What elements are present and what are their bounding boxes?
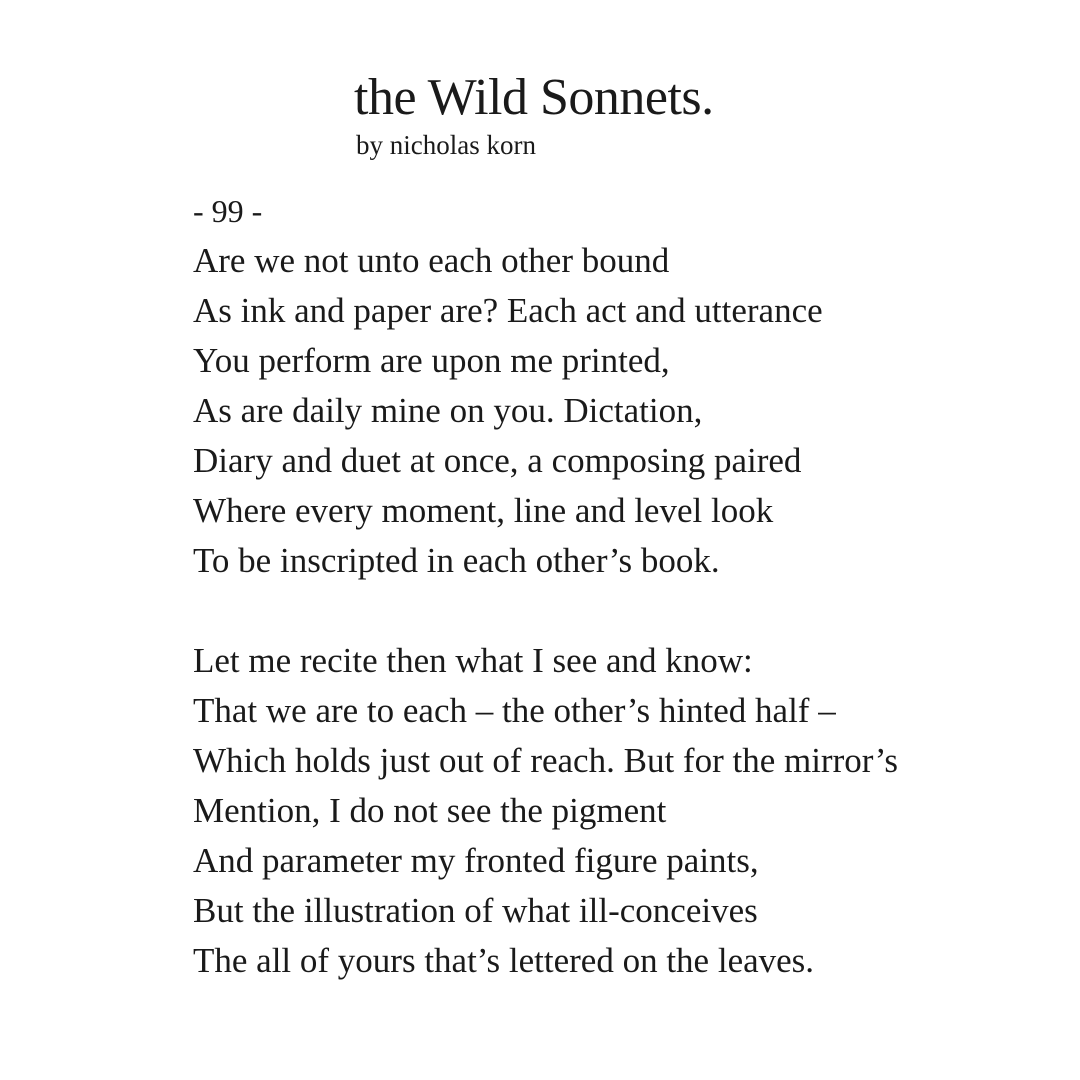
author-byline: by nicholas korn xyxy=(356,130,536,160)
poem-line: Mention, I do not see the pigment xyxy=(193,791,667,830)
poem-body xyxy=(193,186,1053,986)
stanza-2 xyxy=(193,636,1053,986)
poem-line: To be inscripted in each other’s book. xyxy=(193,541,720,580)
poem-line: Diary and duet at once, a composing paired xyxy=(193,441,802,480)
poem-line: And parameter my fronted figure paints, xyxy=(193,841,759,880)
poem-line: As ink and paper are? Each act and utterance xyxy=(193,291,823,330)
poem-line: The all of yours that’s lettered on the leaves. xyxy=(193,941,815,980)
poem-line: Which holds just out of reach. But for the mirror’s xyxy=(193,741,899,780)
stanza-1 xyxy=(193,236,1053,586)
poem-line: Let me recite then what I see and know: xyxy=(193,641,753,680)
poem-line: Are we not unto each other bound xyxy=(193,241,670,280)
sonnet-number: - 99 - xyxy=(193,193,263,229)
poem-line: But the illustration of what ill-conceives xyxy=(193,891,758,930)
stanza-divider xyxy=(193,586,1053,636)
poem-line: That we are to each – the other’s hinted half – xyxy=(193,691,836,730)
poem-line: You perform are upon me printed, xyxy=(193,341,670,380)
poem-line: As are daily mine on you. Dictation, xyxy=(193,391,703,430)
poem-line: Where every moment, line and level look xyxy=(193,491,774,530)
poem-title: the Wild Sonnets. xyxy=(354,69,714,126)
